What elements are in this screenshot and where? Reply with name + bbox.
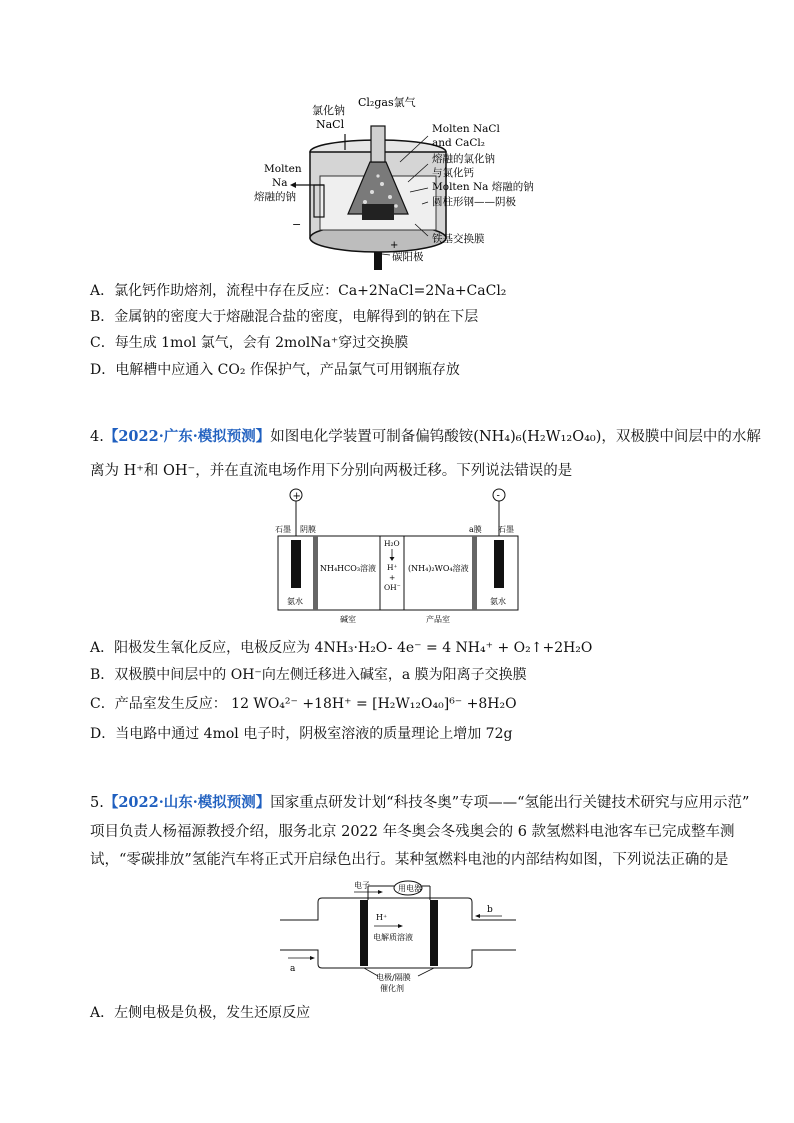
fig1-left-c: 熔融的钠 [254,191,296,203]
fig1-nacl-cn: 氯化钠 [312,104,345,117]
q4-option-b: B．双极膜中间层中的 OH⁻向左侧迁移进入碱室，a 膜为阳离子交换膜 [90,667,527,683]
fig4-plus-sign: + [389,573,396,582]
fig5-appliance: 用电器 [398,884,422,893]
fig5-electron: 电子 [354,881,370,890]
fig1-cl2: Cl₂gas氯气 [358,96,416,109]
fig5-electrode: 电极/隔膜 [376,973,411,982]
fig1-plus: + [390,240,399,251]
q4-option-a: A．阳极发生氧化反应，电极反应为 4NH₃·H₂O- 4e⁻ = 4 NH₄⁺ + O₂↑+2H₂O [90,640,593,656]
q4-line1 [90,426,761,448]
q5-stem-1: 国家重点研发计划“科技冬奥”专项——“氢能出行关键技术研究与应用示范” [270,795,750,811]
fig1-minus: − [292,218,302,231]
fig1-anode: 碳阳极 [392,251,424,263]
fig4-graphite-left: 石墨 [275,525,291,534]
fig4-cathode-membrane: 阴膜 [300,525,316,534]
downs-cell-figure [250,92,540,272]
fig1-cathode: 圆柱形钢——阴极 [432,196,516,208]
q4-stem-2: 离为 H⁺和 OH⁻，并在直流电场作用下分别向两极迁移。下列说法错误的是 [90,463,573,479]
fig4-graphite-right: 石墨 [498,525,514,534]
fig1-molten-a: Molten NaCl [432,123,500,135]
fig4-nh4hco3: NH₄HCO₃溶液 [320,564,377,573]
fig1-molten-b: and CaCl₂ [432,137,485,149]
fig4-ammonia-right: 氨水 [490,597,506,606]
q4-option-c: C．产品室发生反应： 12 WO₄²⁻ +18H⁺ = [H₂W₁₂O₄₀]⁶⁻ +8H₂O [90,696,517,712]
fig5-electrolyte: 电解质溶液 [373,933,413,942]
fig1-left-b: Na [272,177,288,189]
q3-option-a: A．氯化钙作助熔剂，流程中存在反应：Ca+2NaCl=2Na+CaCl₂ [90,283,507,299]
q5-number: 5. [90,795,104,811]
fig4-nh4wo4: (NH₄)₂WO₄溶液 [408,564,469,573]
fig4-h2o: H₂O [384,539,400,548]
fig5-a: a [290,964,296,974]
q4-option-d: D．当电路中通过 4mol 电子时，阴极室溶液的质量理论上增加 72g [90,726,513,742]
q5-line1 [90,792,749,814]
q5-stem-3: 试，“零碳排放”氢能汽车将正式开启绿色出行。某种氢燃料电池的内部结构如图，下列说法正确的是 [90,852,729,868]
fig4-ammonia-left: 氨水 [287,597,303,606]
fig4-ohminus: OH⁻ [384,583,401,592]
fig1-molten-na-right: Molten Na 熔融的钠 [432,181,534,193]
fig4-minus: - [496,490,500,502]
fig1-nacl-en: NaCl [316,118,345,131]
q4-number: 4. [90,429,104,445]
fig1-molten-cn-a: 熔融的氯化钠 [432,153,495,165]
fig1-membrane: 铁基交换膜 [432,233,485,245]
q3-option-d: D．电解槽中应通入 CO₂ 作保护气，产品氯气可用钢瓶存放 [90,362,460,378]
q3-option-b: B．金属钠的密度大于熔融混合盐的密度，电解得到的钠在下层 [90,309,479,325]
q4-stem-1: 如图电化学装置可制备偏钨酸铵(NH₄)₆(H₂W₁₂O₄₀)，双极膜中间层中的水解 [270,429,761,445]
q3-option-c: C．每生成 1mol 氯气，会有 2molNa⁺穿过交换膜 [90,335,409,351]
q4-tag: 【2022·广东·模拟预测】 [103,428,271,445]
fig5-b: b [487,905,493,915]
fig5-hplus: H⁺ [376,913,388,922]
bipolar-membrane-figure [272,486,524,626]
q5-option-a: A．左侧电极是负极，发生还原反应 [90,1005,311,1021]
fig1-molten-cn-b: 与氯化钙 [432,167,474,179]
fig4-plus: + [292,491,301,502]
q5-stem-2: 项目负责人杨福源教授介绍，服务北京 2022 年冬奥会冬残奥会的 6 款氢燃料电池客车已完成整车测 [90,824,735,840]
q5-tag: 【2022·山东·模拟预测】 [103,794,271,811]
fig4-a-membrane: a膜 [469,525,482,534]
fig1-left-a: Molten [264,163,302,175]
fig5-catalyst: 催化剂 [380,984,404,993]
fuel-cell-figure [280,876,516,994]
fig4-product-room: 产品室 [426,615,450,624]
fig4-hplus: H⁺ [387,563,398,572]
fig4-base-room: 碱室 [340,615,356,624]
